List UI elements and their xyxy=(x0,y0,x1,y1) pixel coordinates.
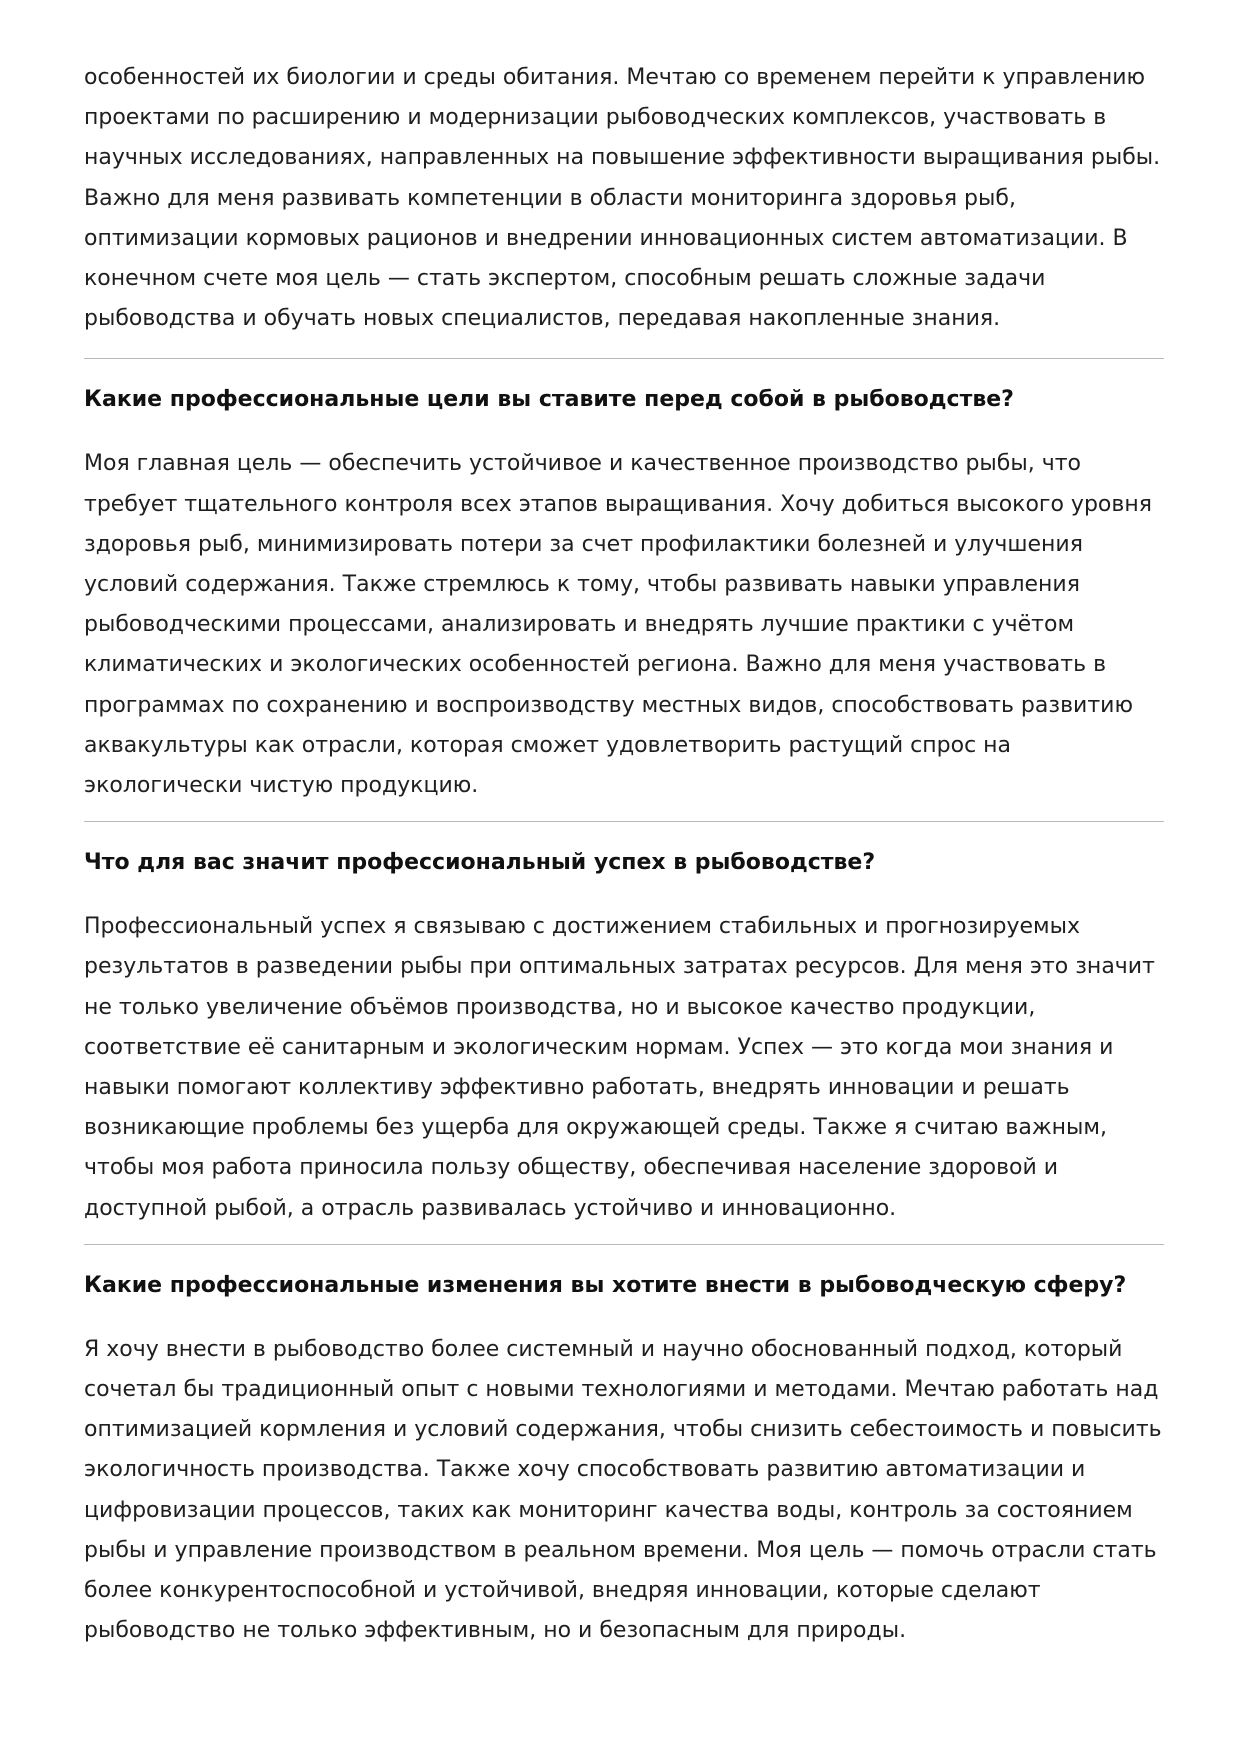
qa-section-goals xyxy=(84,380,1164,806)
section-divider xyxy=(84,1244,1164,1245)
question-heading: Какие профессиональные изменения вы хотите внести в рыбоводческую сферу? xyxy=(84,1272,1127,1298)
qa-section-changes xyxy=(84,1266,1164,1652)
question-heading: Какие профессиональные цели вы ставите перед собой в рыбоводстве? xyxy=(84,387,1014,413)
question-heading: Что для вас значит профессиональный успех в рыбоводстве? xyxy=(84,850,876,876)
answer-paragraph: Я хочу внести в рыбоводство более системный и научно обоснованный подход, который сочетал бы традиционный опыт с новыми технологиями и методами. Мечтаю работать над оптимизацией кормления и условий содержания, чтобы снизить себестоимость и повысить экологичность производства. Также хочу способствовать развитию автоматизации и цифровизации процессов, таких как мониторинг качества воды, контроль за состоянием рыбы и управление производством в реальном времени. Моя цель — помочь отрасли стать более конкурентоспособной и устойчивой, внедряя инновации, которые сделают рыбоводство не только эффективным, но и безопасным для природы. xyxy=(84,1336,1162,1644)
section-divider xyxy=(84,821,1164,822)
qa-section-success xyxy=(84,843,1164,1229)
intro-paragraph: особенностей их биологии и среды обитания. Мечтаю со временем перейти к управлению проектами по расширению и модернизации рыбоводческих комплексов, участвовать в научных исследованиях, направленных на повышение эффективности выращивания рыбы. Важно для меня развивать компетенции в области мониторинга здоровья рыб, оптимизации кормовых рационов и внедрении инновационных систем автоматизации. В конечном счете моя цель — стать экспертом, способным решать сложные задачи рыбоводства и обучать новых специалистов, передавая накопленные знания. xyxy=(84,65,1161,332)
answer-paragraph: Моя главная цель — обеспечить устойчивое и качественное производство рыбы, что требует тщательного контроля всех этапов выращивания. Хочу добиться высокого уровня здоровья рыб, минимизировать потери за счет профилактики болезней и улучшения условий содержания. Также стремлюсь к тому, чтобы развивать навыки управления рыбоводческими процессами, анализировать и внедрять лучшие практики с учётом климатических и экологических особенностей региона. Важно для меня участвовать в программах по сохранению и воспроизводству местных видов, способствовать развитию аквакультуры как отрасли, которая сможет удовлетворить растущий спрос на экологически чистую продукцию. xyxy=(84,451,1152,799)
document-page xyxy=(84,58,1164,1652)
answer-paragraph: Профессиональный успех я связываю с достижением стабильных и прогнозируемых результатов в разведении рыбы при оптимальных затратах ресурсов. Для меня это значит не только увеличение объёмов производства, но и высокое качество продукции, соответствие её санитарным и экологическим нормам. Успех — это когда мои знания и навыки помогают коллективу эффективно работать, внедрять инновации и решать возникающие проблемы без ущерба для окружающей среды. Также я считаю важным, чтобы моя работа приносила пользу обществу, обеспечивая население здоровой и доступной рыбой, а отрасль развивалась устойчиво и инновационно. xyxy=(84,914,1155,1221)
section-divider xyxy=(84,358,1164,359)
